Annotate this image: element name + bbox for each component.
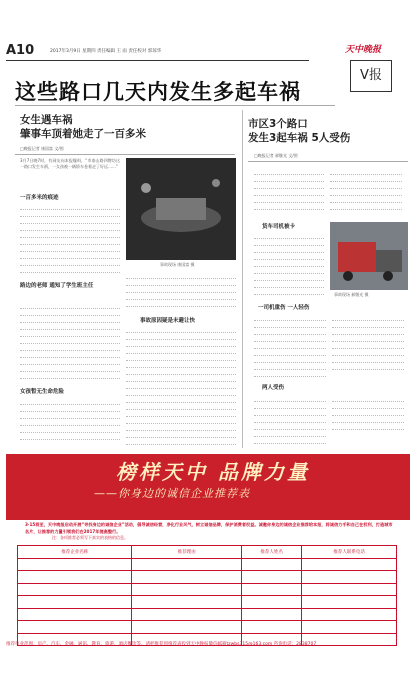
page-number: A10 bbox=[6, 43, 35, 58]
table-header: 推荐人姓名 bbox=[242, 546, 302, 559]
story2-byline: □晚报记者 郝继光 文/图 bbox=[254, 153, 298, 158]
story2-rule bbox=[248, 161, 408, 162]
table-row bbox=[18, 608, 397, 621]
footer-note: 推荐行业范围：房产、汽车、金融、通讯、教育、旅游、酒店餐饮等。请把推荐到推荐表投到天中晚报微信邮箱tzwbs315@163.com 咨询电话：2838707 bbox=[6, 642, 317, 647]
table-cell[interactable] bbox=[242, 621, 302, 634]
story2-body-3 bbox=[254, 314, 326, 378]
table-row bbox=[18, 558, 397, 571]
table-cell[interactable] bbox=[132, 608, 242, 621]
table-header-row bbox=[18, 546, 397, 559]
story1-body-3 bbox=[126, 326, 236, 446]
story2-deck-line1: 市区3个路口 bbox=[248, 118, 308, 130]
story1-body-2 bbox=[20, 302, 120, 380]
ad-description: 3·15将至，天中晚报启动开展“寻找身边的诚信企业”活动，倡导诚信经营，净化行业风气，树立诚信品牌，保护消费者权益。诚邀你身边的诚信企业推荐给本报，将诚信力手和自己在权利，打造城市名片，让推荐的力量引领我们在2017年提高整行。 bbox=[25, 522, 393, 534]
table-cell[interactable] bbox=[242, 583, 302, 596]
truck-crash-photo bbox=[330, 222, 408, 290]
headline-rule bbox=[15, 105, 335, 106]
table-cell[interactable] bbox=[302, 621, 397, 634]
issue-info: 2017年3月9日 星期四 责任编辑 王 雨 责任校对 郭琼华 bbox=[50, 49, 162, 54]
story1-deck-line2: 肇事车顶着她走了一百多米 bbox=[20, 128, 146, 140]
table-cell[interactable] bbox=[18, 621, 132, 634]
story1-photo bbox=[126, 158, 236, 260]
table-cell[interactable] bbox=[132, 596, 242, 609]
story2-photo bbox=[330, 222, 408, 290]
table-header: 推荐企业名称 bbox=[18, 546, 132, 559]
page-headline: 这些路口几天内发生多起车祸 bbox=[15, 80, 301, 104]
newspaper-brand: 天中晚报 bbox=[345, 45, 382, 55]
table-cell[interactable] bbox=[302, 571, 397, 584]
story2-deck-line2: 发生3起车祸 5人受伤 bbox=[248, 132, 351, 144]
recommendation-form-table bbox=[17, 545, 397, 646]
table-cell[interactable] bbox=[132, 621, 242, 634]
table-cell[interactable] bbox=[302, 583, 397, 596]
table-cell[interactable] bbox=[242, 596, 302, 609]
table-row bbox=[18, 621, 397, 634]
story1-body-4 bbox=[20, 398, 120, 446]
story1-rule bbox=[15, 154, 235, 155]
table-cell[interactable] bbox=[18, 558, 132, 571]
story1-subhead-2: 路边的老师 通知了学生班主任 bbox=[20, 283, 94, 289]
table-cell[interactable] bbox=[132, 571, 242, 584]
table-row bbox=[18, 596, 397, 609]
story1-deck-line1: 女生遇车祸 bbox=[20, 114, 73, 126]
table-cell[interactable] bbox=[18, 608, 132, 621]
table-cell[interactable] bbox=[132, 558, 242, 571]
table-cell[interactable] bbox=[302, 596, 397, 609]
table-header: 推荐人联系电话 bbox=[302, 546, 397, 559]
column-divider bbox=[242, 110, 243, 448]
story1-subhead-4: 女孩暂无生命危险 bbox=[20, 389, 65, 395]
story1-subhead-3: 事故原因疑是未避让快 bbox=[140, 318, 196, 324]
table-cell[interactable] bbox=[302, 558, 397, 571]
story2-subhead-2: 一司机重伤 一人轻伤 bbox=[258, 305, 310, 311]
story2-body-2 bbox=[254, 232, 324, 298]
story2-subhead-3: 两人受伤 bbox=[262, 385, 285, 391]
story1-body-mid bbox=[126, 272, 236, 310]
story1-intro: 3月7日晚7时，有网友向本报爆料，“市泰山路四牌坊这一路口发生车祸，一女孩被一辆轿车卷着走了好远……” bbox=[20, 158, 120, 170]
story2-subhead-1: 货车司机被卡 bbox=[262, 224, 296, 230]
story1-byline: □晚报记者 康国富 文/图 bbox=[20, 146, 64, 151]
section-label: V报 bbox=[350, 60, 392, 92]
table-cell[interactable] bbox=[18, 583, 132, 596]
story1-subhead-1: 一百多米的痕迹 bbox=[20, 195, 59, 201]
ad-title: 榜样天中 品牌力量 bbox=[116, 460, 310, 484]
table-row bbox=[18, 583, 397, 596]
table-row bbox=[18, 571, 397, 584]
ad-subtitle: ——你身边的诚信企业推荐表 bbox=[94, 487, 250, 500]
story2-body-1b bbox=[330, 168, 402, 212]
table-cell[interactable] bbox=[242, 571, 302, 584]
accident-scene-photo bbox=[126, 158, 236, 260]
table-cell[interactable] bbox=[242, 608, 302, 621]
story1-body-1 bbox=[20, 203, 120, 275]
story2-body-3b bbox=[332, 314, 404, 378]
story2-body-4b bbox=[332, 395, 404, 447]
table-cell[interactable] bbox=[132, 583, 242, 596]
table-cell[interactable] bbox=[18, 596, 132, 609]
story1-caption: 事故现场 康国富 摄 bbox=[160, 262, 195, 267]
story2-deck bbox=[248, 117, 350, 145]
table-cell[interactable] bbox=[242, 558, 302, 571]
table-header: 推荐理由 bbox=[132, 546, 242, 559]
header-rule bbox=[6, 60, 309, 61]
story2-caption: 事故现场 郝继光 摄 bbox=[334, 292, 369, 297]
story2-body-1 bbox=[254, 168, 324, 212]
story2-body-4 bbox=[254, 395, 326, 447]
table-cell[interactable] bbox=[302, 608, 397, 621]
ad-note: 注：各项推荐必须写下真实的表格的信息。 bbox=[52, 535, 128, 540]
story1-deck bbox=[20, 113, 146, 141]
table-cell[interactable] bbox=[18, 571, 132, 584]
